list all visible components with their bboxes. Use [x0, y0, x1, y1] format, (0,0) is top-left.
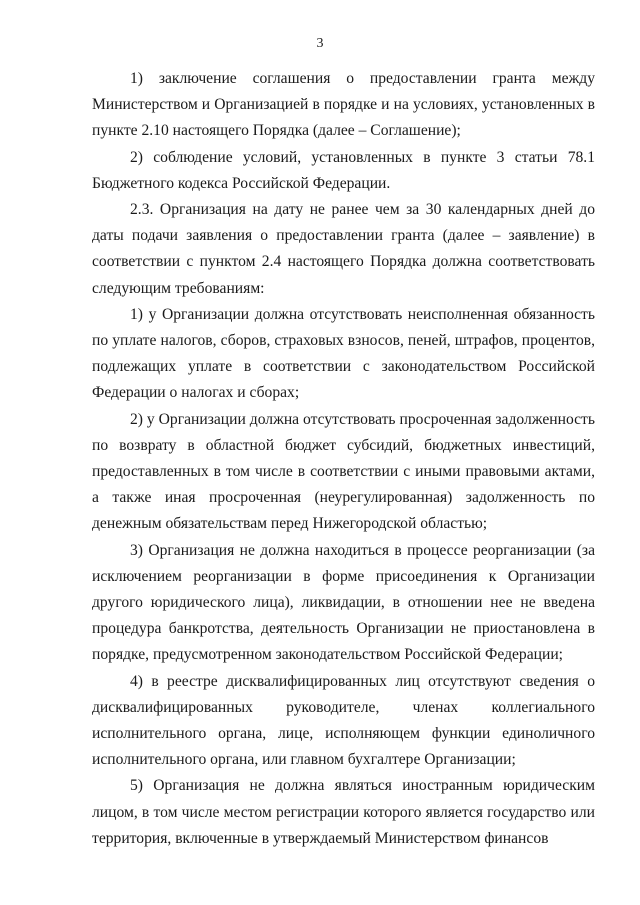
paragraph-requirement-5-foreign: 5) Организация не должна являться иностранным юридическим лицом, в том числе местом регистрации которого является государство или территория, включенные в утверждаемый Министерством финансов [92, 777, 595, 847]
paragraph-requirement-2-debts: 2) у Организации должна отсутствовать просроченная задолженность по возврату в областной бюджет субсидий, бюджетных инвестиций, предоставленных в том числе в соответствии с иными правовыми актами, а также иная просроченная (неурегулированная) задолженность по денежным обязательствам перед Нижегородской областью; [92, 410, 595, 533]
page-number: 3 [316, 36, 324, 51]
paragraph-item-2-budget-code: 2) соблюдение условий, установленных в пункте 3 статьи 78.1 Бюджетного кодекса Российской Федерации. [92, 148, 595, 192]
paragraph-requirement-1-taxes: 1) у Организации должна отсутствовать неисполненная обязанность по уплате налогов, сборов, страховых взносов, пеней, штрафов, процентов, подлежащих уплате в соответствии с законодательством Российской Федерации о налогах и сборах; [92, 305, 595, 402]
document-body [92, 66, 595, 852]
paragraph-requirement-4-disqualified: 4) в реестре дисквалифицированных лиц отсутствуют сведения о дисквалифицированных руководителе, членах коллегиального исполнительного органа, лице, исполняющем функции единоличного исполнительного органа, или главном бухгалтере Организации; [92, 672, 595, 769]
paragraph-requirement-3-reorganization: 3) Организация не должна находиться в процессе реорганизации (за исключением реорганизации в форме присоединения к Организации другого юридического лица), ликвидации, в отношении нее не введена процедура банкротства, деятельность Организации не приостановлена в порядке, предусмотренном законодательством Российской Федерации; [92, 541, 595, 664]
paragraph-item-1-agreement: 1) заключение соглашения о предоставлении гранта между Министерством и Организацией в порядке и на условиях, установленных в пункте 2.10 настоящего Порядка (далее – Соглашение); [92, 70, 595, 140]
paragraph-clause-2-3: 2.3. Организация на дату не ранее чем за 30 календарных дней до даты подачи заявления о предоставлении гранта (далее – заявление) в соответствии с пунктом 2.4 настоящего Порядка должна соответствовать следующим требованиям: [92, 201, 595, 297]
